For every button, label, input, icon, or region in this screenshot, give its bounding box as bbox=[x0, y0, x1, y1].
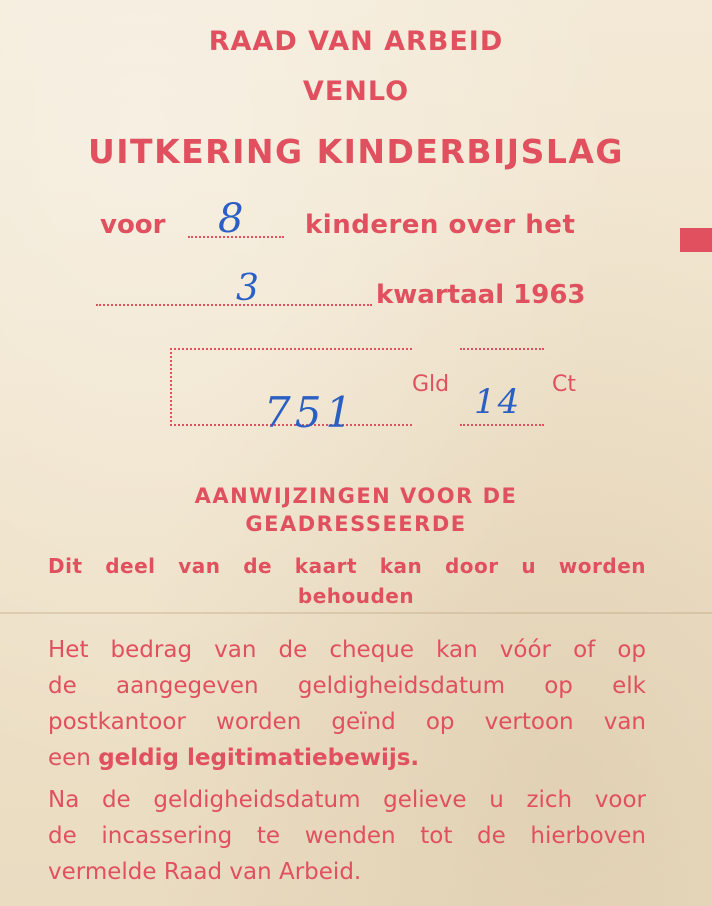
instructions-p1-line-1: Het bedrag van de cheque kan vóór of op bbox=[48, 637, 646, 663]
guilders-amount: 751 bbox=[264, 388, 357, 437]
instructions-p2-line-3: vermelde Raad van Arbeid. bbox=[48, 859, 362, 885]
legitimatie-bold: geldig legitimatiebewijs. bbox=[98, 745, 420, 771]
instructions-subline-1: Dit deel van de kaart kan door u worden bbox=[48, 554, 646, 578]
een-text: een bbox=[48, 745, 91, 771]
quarter-fill-line bbox=[96, 304, 372, 306]
instructions-heading-1: AANWIJZINGEN VOOR DE bbox=[194, 484, 518, 508]
city-name: VENLO bbox=[302, 76, 410, 107]
instructions-p2-line-2: de incassering te wenden tot de hierboven bbox=[48, 823, 646, 849]
instructions-subline-2: behouden bbox=[297, 584, 415, 608]
kinderen-label: kinderen over het bbox=[305, 210, 576, 240]
paper-crease bbox=[0, 612, 712, 614]
instructions-p2-line-1: Na de geldigheidsdatum gelieve u zich voor bbox=[48, 787, 646, 813]
gld-label: Gld bbox=[412, 372, 450, 397]
instructions-heading-2: GEADRESSEERDE bbox=[245, 512, 467, 536]
instructions-p1-line-4 bbox=[48, 740, 646, 776]
voor-label: voor bbox=[100, 210, 166, 240]
ct-label: Ct bbox=[552, 372, 576, 397]
red-edge-mark bbox=[680, 228, 712, 252]
org-name: RAAD VAN ARBEID bbox=[208, 26, 504, 57]
instructions-p1-line-2: de aangegeven geldigheidsdatum op elk bbox=[48, 673, 646, 699]
children-count: 8 bbox=[218, 196, 244, 242]
instructions-p1-line-3: postkantoor worden geïnd op vertoon van bbox=[48, 709, 646, 735]
kwartaal-label: kwartaal 1963 bbox=[376, 280, 586, 310]
cents-amount: 14 bbox=[474, 382, 522, 422]
quarter-number: 3 bbox=[236, 268, 259, 309]
card-title: UITKERING KINDERBIJSLAG bbox=[87, 132, 625, 171]
